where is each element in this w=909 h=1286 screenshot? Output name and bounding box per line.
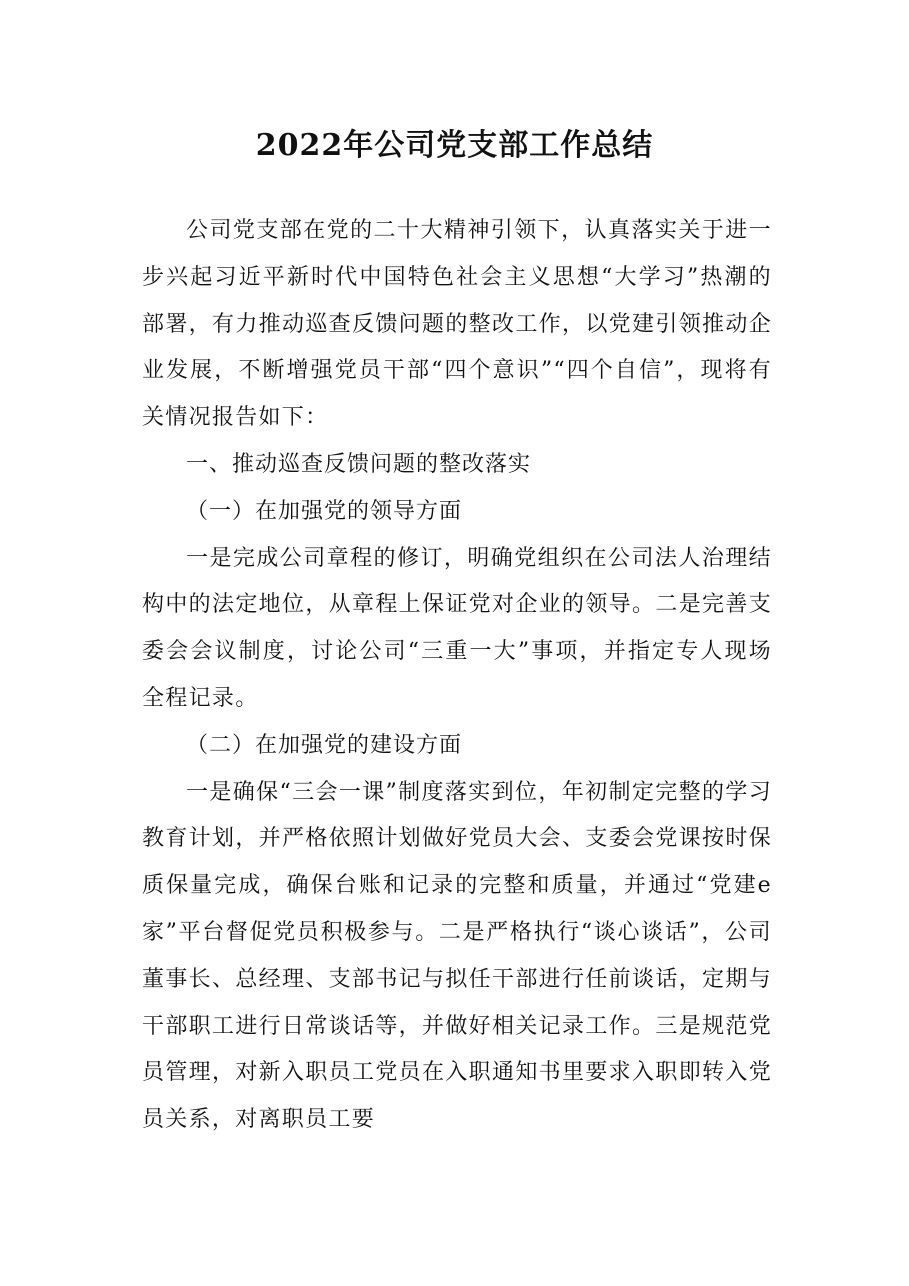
- document-body: [142, 208, 772, 1144]
- intro-paragraph: 公司党支部在党的二十大精神引领下，认真落实关于进一步兴起习近平新时代中国特色社会主义思想“大学习”热潮的部署，有力推动巡查反馈问题的整改工作，以党建引领推动企业发展，不断增强党员干部“四个意识”“四个自信”，现将有关情况报告如下：: [142, 218, 772, 431]
- section-heading-1: 一、推动巡查反馈问题的整改落实: [186, 451, 532, 477]
- document-title: 2022年公司党支部工作总结: [255, 128, 654, 163]
- body-paragraph-leadership: 一是完成公司章程的修订，明确党组织在公司法人治理结构中的法定地位，从章程上保证党对企业的领导。二是完善支委会会议制度，讨论公司“三重一大”事项，并指定专人现场全程记录。: [142, 545, 772, 711]
- subsection-heading-2: （二）在加强党的建设方面: [186, 732, 463, 758]
- body-paragraph-party-building: 一是确保“三会一课”制度落实到位，年初制定完整的学习教育计划，并严格依照计划做好党员大会、支委会党课按时保质保量完成，确保台账和记录的完整和质量，并通过“党建e家”平台督促党员积极参与。二是严格执行“谈心谈话”，公司董事长、总经理、支部书记与拟任干部进行任前谈话，定期与干部职工进行日常谈话等，并做好相关记录工作。三是规范党员管理，对新入职员工党员在入职通知书里要求入职即转入党员关系，对离职员工要: [142, 779, 772, 1133]
- subsection-heading-1: （一）在加强党的领导方面: [186, 498, 463, 524]
